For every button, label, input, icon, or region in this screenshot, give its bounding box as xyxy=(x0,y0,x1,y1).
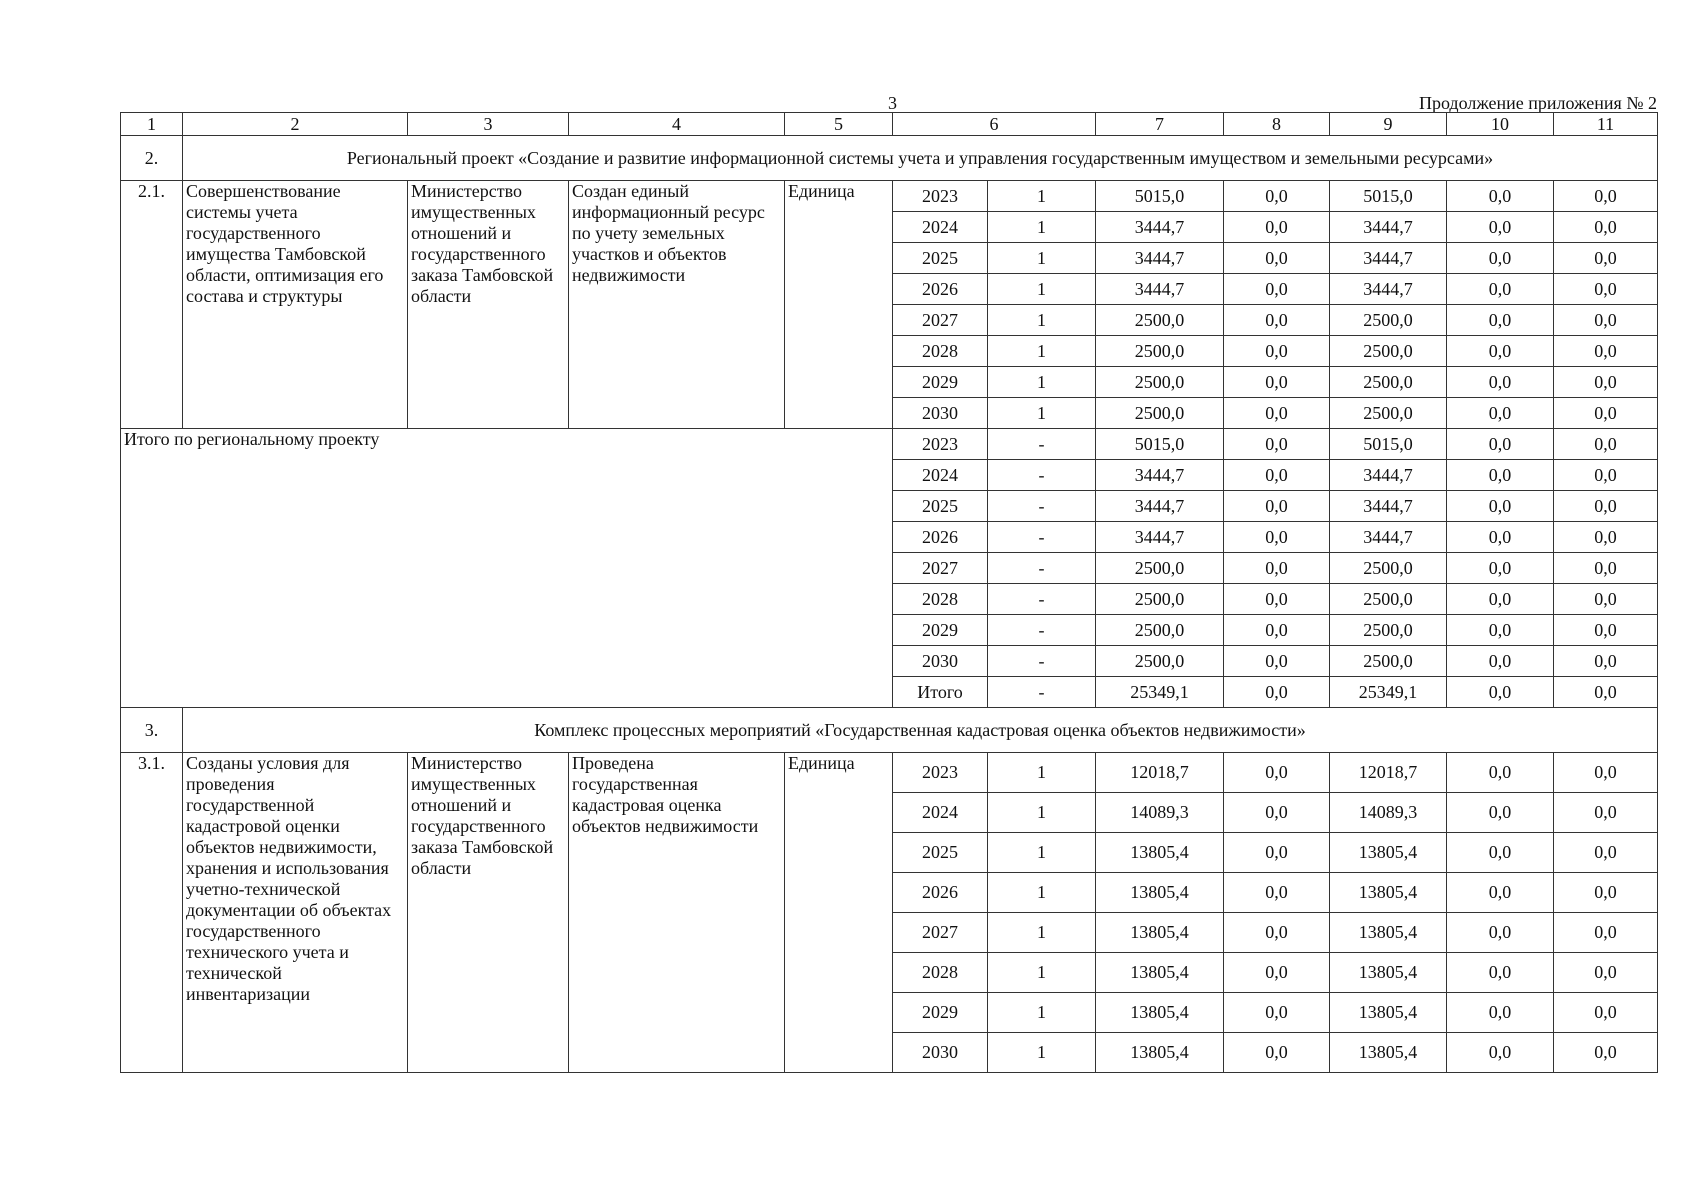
value-cell-col7: 2500,0 xyxy=(1096,584,1224,615)
section-2-row xyxy=(121,136,1658,181)
value-cell-col9: 13805,4 xyxy=(1330,873,1447,913)
value-cell-col9: 3444,7 xyxy=(1330,491,1447,522)
value-cell-col11: 0,0 xyxy=(1554,793,1658,833)
value-cell-year: 2025 xyxy=(893,243,988,274)
value-cell-col7: 13805,4 xyxy=(1096,833,1224,873)
value-cell-year: 2028 xyxy=(893,336,988,367)
value-cell-col10: 0,0 xyxy=(1447,584,1554,615)
value-cell-col6b: 1 xyxy=(988,274,1096,305)
value-cell-col10: 0,0 xyxy=(1447,522,1554,553)
value-cell-col8: 0,0 xyxy=(1224,367,1330,398)
value-cell-col7: 2500,0 xyxy=(1096,553,1224,584)
value-cell-year: 2029 xyxy=(893,615,988,646)
value-cell-col11: 0,0 xyxy=(1554,336,1658,367)
value-cell-col9: 14089,3 xyxy=(1330,793,1447,833)
value-cell-col10: 0,0 xyxy=(1447,615,1554,646)
value-cell-col6b: - xyxy=(988,460,1096,491)
value-cell-col6b: 1 xyxy=(988,1033,1096,1073)
col-header-10: 10 xyxy=(1447,113,1554,136)
value-cell-col8: 0,0 xyxy=(1224,913,1330,953)
value-cell-year: 2030 xyxy=(893,398,988,429)
value-cell-col11: 0,0 xyxy=(1554,367,1658,398)
value-cell-col10: 0,0 xyxy=(1447,491,1554,522)
value-cell-col8: 0,0 xyxy=(1224,646,1330,677)
item-number: 2.1. xyxy=(121,181,183,429)
value-cell-col9: 13805,4 xyxy=(1330,1033,1447,1073)
value-cell-col6b: 1 xyxy=(988,336,1096,367)
value-cell-col7: 2500,0 xyxy=(1096,646,1224,677)
section-2-item-row xyxy=(121,181,1658,212)
value-cell-col7: 2500,0 xyxy=(1096,367,1224,398)
value-cell-col10: 0,0 xyxy=(1447,753,1554,793)
value-cell-col11: 0,0 xyxy=(1554,398,1658,429)
value-cell-col6b: - xyxy=(988,615,1096,646)
value-cell-col7: 3444,7 xyxy=(1096,243,1224,274)
value-cell-col6b: - xyxy=(988,553,1096,584)
value-cell-year: 2030 xyxy=(893,646,988,677)
value-cell-col6b: 1 xyxy=(988,181,1096,212)
value-cell-col8: 0,0 xyxy=(1224,584,1330,615)
value-cell-col7: 2500,0 xyxy=(1096,615,1224,646)
col-header-5: 5 xyxy=(785,113,893,136)
value-cell-col9: 5015,0 xyxy=(1330,181,1447,212)
value-cell-col6b: 1 xyxy=(988,212,1096,243)
value-cell-col10: 0,0 xyxy=(1447,181,1554,212)
col-header-11: 11 xyxy=(1554,113,1658,136)
value-cell-col6b: - xyxy=(988,584,1096,615)
appendix-continuation-note: Продолжение приложения № 2 xyxy=(1418,93,1657,113)
value-cell-col8: 0,0 xyxy=(1224,833,1330,873)
value-cell-col11: 0,0 xyxy=(1554,873,1658,913)
value-cell-col8: 0,0 xyxy=(1224,243,1330,274)
item-executor: Министерство имущественных отношений и государственного заказа Тамбовской области xyxy=(408,181,569,429)
value-cell-col6b: 1 xyxy=(988,398,1096,429)
item-name: Созданы условия для проведения государственной кадастровой оценки объектов недвижимости, хранения и использования учетно-технической документации об объектах государственного технического учета и технической инвентаризации xyxy=(183,753,408,1073)
value-cell-col11: 0,0 xyxy=(1554,615,1658,646)
column-header-row xyxy=(121,113,1658,136)
col-header-8: 8 xyxy=(1224,113,1330,136)
col-header-2: 2 xyxy=(183,113,408,136)
program-table xyxy=(120,112,1658,1073)
value-cell-col7: 3444,7 xyxy=(1096,522,1224,553)
value-cell-year: 2027 xyxy=(893,553,988,584)
value-cell-col10: 0,0 xyxy=(1447,953,1554,993)
value-cell-col10: 0,0 xyxy=(1447,429,1554,460)
value-cell-col11: 0,0 xyxy=(1554,460,1658,491)
value-cell-col6b: - xyxy=(988,677,1096,708)
value-cell-col10: 0,0 xyxy=(1447,398,1554,429)
value-cell-col11: 0,0 xyxy=(1554,243,1658,274)
value-cell-year: 2023 xyxy=(893,753,988,793)
section-3-number: 3. xyxy=(121,708,183,753)
value-cell-col8: 0,0 xyxy=(1224,429,1330,460)
value-cell-year: 2026 xyxy=(893,522,988,553)
value-cell-year: Итого xyxy=(893,677,988,708)
value-cell-col6b: 1 xyxy=(988,913,1096,953)
value-cell-col9: 13805,4 xyxy=(1330,913,1447,953)
value-cell-year: 2023 xyxy=(893,181,988,212)
section-3-row xyxy=(121,708,1658,753)
value-cell-col7: 13805,4 xyxy=(1096,913,1224,953)
value-cell-col9: 2500,0 xyxy=(1330,367,1447,398)
value-cell-col6b: 1 xyxy=(988,953,1096,993)
value-cell-year: 2024 xyxy=(893,793,988,833)
item-result: Проведена государственная кадастровая оценка объектов недвижимости xyxy=(569,753,785,1073)
col-header-1: 1 xyxy=(121,113,183,136)
value-cell-col9: 2500,0 xyxy=(1330,615,1447,646)
section-2-number: 2. xyxy=(121,136,183,181)
value-cell-col11: 0,0 xyxy=(1554,553,1658,584)
value-cell-col6b: 1 xyxy=(988,873,1096,913)
value-cell-year: 2029 xyxy=(893,993,988,1033)
value-cell-year: 2024 xyxy=(893,212,988,243)
value-cell-col9: 13805,4 xyxy=(1330,953,1447,993)
value-cell-col9: 2500,0 xyxy=(1330,553,1447,584)
value-cell-col6b: 1 xyxy=(988,367,1096,398)
value-cell-col10: 0,0 xyxy=(1447,553,1554,584)
value-cell-col9: 2500,0 xyxy=(1330,305,1447,336)
value-cell-col7: 3444,7 xyxy=(1096,212,1224,243)
value-cell-col8: 0,0 xyxy=(1224,873,1330,913)
value-cell-year: 2027 xyxy=(893,305,988,336)
value-cell-col7: 3444,7 xyxy=(1096,460,1224,491)
item-result: Создан единый информационный ресурс по учету земельных участков и объектов недвижимости xyxy=(569,181,785,429)
value-cell-col7: 12018,7 xyxy=(1096,753,1224,793)
value-cell-year: 2030 xyxy=(893,1033,988,1073)
value-cell-col9: 3444,7 xyxy=(1330,243,1447,274)
value-cell-col6b: 1 xyxy=(988,753,1096,793)
value-cell-col8: 0,0 xyxy=(1224,491,1330,522)
value-cell-col9: 13805,4 xyxy=(1330,993,1447,1033)
value-cell-col10: 0,0 xyxy=(1447,305,1554,336)
value-cell-col8: 0,0 xyxy=(1224,460,1330,491)
value-cell-col9: 25349,1 xyxy=(1330,677,1447,708)
value-cell-col9: 2500,0 xyxy=(1330,584,1447,615)
value-cell-col8: 0,0 xyxy=(1224,522,1330,553)
value-cell-col8: 0,0 xyxy=(1224,993,1330,1033)
value-cell-col11: 0,0 xyxy=(1554,274,1658,305)
value-cell-col11: 0,0 xyxy=(1554,1033,1658,1073)
value-cell-col9: 3444,7 xyxy=(1330,274,1447,305)
value-cell-col10: 0,0 xyxy=(1447,1033,1554,1073)
value-cell-col7: 13805,4 xyxy=(1096,1033,1224,1073)
value-cell-col6b: - xyxy=(988,491,1096,522)
value-cell-col11: 0,0 xyxy=(1554,833,1658,873)
value-cell-col10: 0,0 xyxy=(1447,243,1554,274)
value-cell-year: 2028 xyxy=(893,584,988,615)
value-cell-col10: 0,0 xyxy=(1447,460,1554,491)
value-cell-year: 2025 xyxy=(893,833,988,873)
value-cell-col11: 0,0 xyxy=(1554,491,1658,522)
value-cell-col7: 2500,0 xyxy=(1096,398,1224,429)
value-cell-col7: 3444,7 xyxy=(1096,491,1224,522)
value-cell-col11: 0,0 xyxy=(1554,584,1658,615)
value-cell-col11: 0,0 xyxy=(1554,212,1658,243)
value-cell-col7: 3444,7 xyxy=(1096,274,1224,305)
value-cell-col8: 0,0 xyxy=(1224,336,1330,367)
value-cell-col7: 13805,4 xyxy=(1096,993,1224,1033)
item-number: 3.1. xyxy=(121,753,183,1073)
value-cell-col6b: 1 xyxy=(988,793,1096,833)
value-cell-col10: 0,0 xyxy=(1447,274,1554,305)
value-cell-col6b: 1 xyxy=(988,243,1096,274)
value-cell-col9: 5015,0 xyxy=(1330,429,1447,460)
value-cell-col10: 0,0 xyxy=(1447,793,1554,833)
value-cell-year: 2026 xyxy=(893,274,988,305)
value-cell-col8: 0,0 xyxy=(1224,305,1330,336)
value-cell-col10: 0,0 xyxy=(1447,993,1554,1033)
value-cell-col8: 0,0 xyxy=(1224,212,1330,243)
value-cell-col8: 0,0 xyxy=(1224,553,1330,584)
value-cell-col8: 0,0 xyxy=(1224,753,1330,793)
value-cell-col7: 14089,3 xyxy=(1096,793,1224,833)
value-cell-col11: 0,0 xyxy=(1554,181,1658,212)
value-cell-col8: 0,0 xyxy=(1224,677,1330,708)
value-cell-col6b: - xyxy=(988,429,1096,460)
value-cell-col10: 0,0 xyxy=(1447,913,1554,953)
value-cell-col9: 2500,0 xyxy=(1330,336,1447,367)
value-cell-col8: 0,0 xyxy=(1224,181,1330,212)
section-3-title: Комплекс процессных мероприятий «Государственная кадастровая оценка объектов недвижимости» xyxy=(183,708,1658,753)
value-cell-col10: 0,0 xyxy=(1447,646,1554,677)
value-cell-year: 2023 xyxy=(893,429,988,460)
value-cell-col7: 5015,0 xyxy=(1096,181,1224,212)
section-2-total-row xyxy=(121,429,1658,460)
value-cell-col6b: 1 xyxy=(988,833,1096,873)
col-header-9: 9 xyxy=(1330,113,1447,136)
value-cell-col9: 2500,0 xyxy=(1330,398,1447,429)
page-number: 3 xyxy=(888,93,897,113)
value-cell-col7: 13805,4 xyxy=(1096,873,1224,913)
section-2-title: Региональный проект «Создание и развитие информационной системы учета и управления государственным имуществом и земельными ресурсами» xyxy=(183,136,1658,181)
value-cell-col8: 0,0 xyxy=(1224,615,1330,646)
value-cell-col7: 2500,0 xyxy=(1096,305,1224,336)
col-header-6: 6 xyxy=(893,113,1096,136)
value-cell-col11: 0,0 xyxy=(1554,677,1658,708)
col-header-7: 7 xyxy=(1096,113,1224,136)
value-cell-col11: 0,0 xyxy=(1554,522,1658,553)
value-cell-col9: 3444,7 xyxy=(1330,460,1447,491)
col-header-4: 4 xyxy=(569,113,785,136)
value-cell-col7: 5015,0 xyxy=(1096,429,1224,460)
value-cell-col8: 0,0 xyxy=(1224,953,1330,993)
value-cell-year: 2027 xyxy=(893,913,988,953)
value-cell-col11: 0,0 xyxy=(1554,753,1658,793)
item-executor: Министерство имущественных отношений и государственного заказа Тамбовской области xyxy=(408,753,569,1073)
value-cell-col8: 0,0 xyxy=(1224,1033,1330,1073)
value-cell-col10: 0,0 xyxy=(1447,212,1554,243)
item-unit: Единица xyxy=(785,753,893,1073)
value-cell-col10: 0,0 xyxy=(1447,833,1554,873)
value-cell-col10: 0,0 xyxy=(1447,677,1554,708)
value-cell-col11: 0,0 xyxy=(1554,913,1658,953)
value-cell-year: 2026 xyxy=(893,873,988,913)
value-cell-col11: 0,0 xyxy=(1554,953,1658,993)
table-body xyxy=(121,113,1658,1073)
value-cell-col9: 13805,4 xyxy=(1330,833,1447,873)
value-cell-col11: 0,0 xyxy=(1554,305,1658,336)
item-name: Совершенствование системы учета государственного имущества Тамбовской области, оптимизация его состава и структуры xyxy=(183,181,408,429)
value-cell-col7: 2500,0 xyxy=(1096,336,1224,367)
value-cell-col11: 0,0 xyxy=(1554,993,1658,1033)
value-cell-col8: 0,0 xyxy=(1224,398,1330,429)
value-cell-col8: 0,0 xyxy=(1224,793,1330,833)
value-cell-col9: 3444,7 xyxy=(1330,522,1447,553)
value-cell-col6b: - xyxy=(988,646,1096,677)
item-unit: Единица xyxy=(785,181,893,429)
value-cell-col6b: 1 xyxy=(988,305,1096,336)
section-3-item-row xyxy=(121,753,1658,793)
value-cell-col11: 0,0 xyxy=(1554,646,1658,677)
value-cell-col7: 13805,4 xyxy=(1096,953,1224,993)
total-label: Итого по региональному проекту xyxy=(121,429,893,708)
value-cell-col10: 0,0 xyxy=(1447,336,1554,367)
value-cell-year: 2025 xyxy=(893,491,988,522)
value-cell-year: 2024 xyxy=(893,460,988,491)
value-cell-col11: 0,0 xyxy=(1554,429,1658,460)
value-cell-col9: 2500,0 xyxy=(1330,646,1447,677)
value-cell-col9: 12018,7 xyxy=(1330,753,1447,793)
value-cell-col10: 0,0 xyxy=(1447,367,1554,398)
value-cell-col8: 0,0 xyxy=(1224,274,1330,305)
value-cell-col10: 0,0 xyxy=(1447,873,1554,913)
value-cell-col7: 25349,1 xyxy=(1096,677,1224,708)
value-cell-col6b: - xyxy=(988,522,1096,553)
value-cell-col6b: 1 xyxy=(988,993,1096,1033)
value-cell-col9: 3444,7 xyxy=(1330,212,1447,243)
col-header-3: 3 xyxy=(408,113,569,136)
value-cell-year: 2028 xyxy=(893,953,988,993)
value-cell-year: 2029 xyxy=(893,367,988,398)
